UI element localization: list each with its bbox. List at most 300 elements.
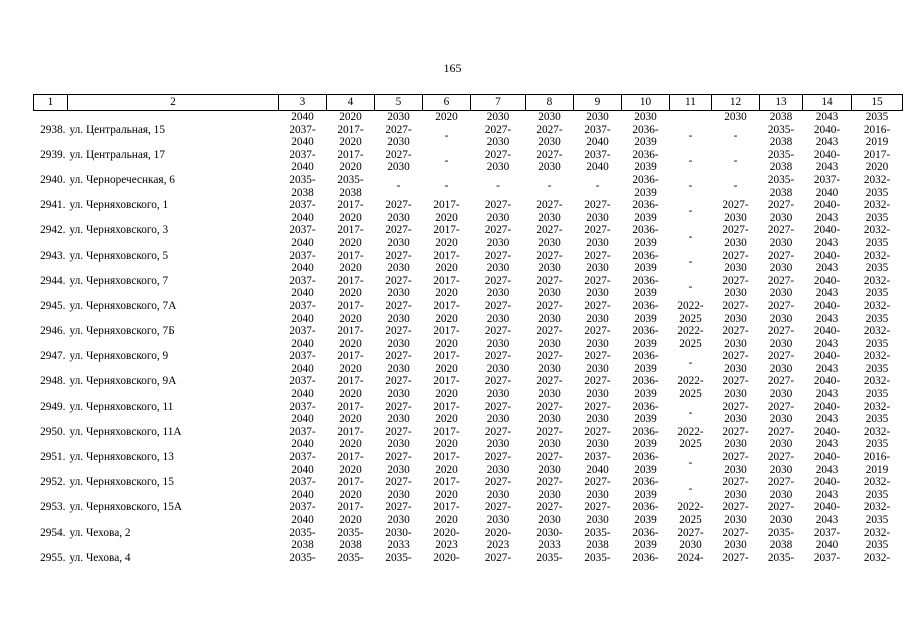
carryover-cell: 2038 (769, 111, 793, 123)
cell-line: 2027- (536, 123, 563, 136)
year-range-cell (803, 224, 852, 249)
row-number: 2941. (40, 199, 66, 212)
year-range-cell (574, 325, 622, 350)
column-header: 8 (526, 95, 574, 111)
year-range-cell (471, 476, 526, 501)
row-number: 2948. (40, 375, 66, 388)
year-range-cell (423, 501, 471, 526)
cell-line: 2040 (586, 161, 609, 174)
cell-line: 2035 (865, 337, 889, 350)
year-range-cell (622, 300, 670, 325)
row-number: 2950. (40, 425, 66, 438)
row-number: 2943. (40, 249, 66, 262)
year-range-cell (803, 401, 852, 426)
cell-line: 2027- (536, 249, 563, 262)
cell-line: 2017- (337, 476, 364, 489)
cell-line: 2020 (435, 211, 458, 224)
cell-line: 2036- (632, 476, 659, 489)
cell-line: 2020- (433, 526, 460, 539)
cell-line: 2032- (863, 501, 891, 514)
cell-line: 2030 (486, 287, 510, 300)
column-header: 6 (423, 95, 471, 111)
cell-line: 2030 (769, 514, 793, 526)
year-range-cell (852, 250, 903, 275)
cell-line: 2017- (433, 199, 460, 212)
year-range-cell (574, 149, 622, 174)
column-header: 1 (34, 95, 68, 111)
cell-line: 2027- (767, 425, 795, 438)
cell-line: 2035 (865, 514, 889, 526)
cell-line: 2035- (767, 526, 795, 539)
cell-line: 2030 (387, 438, 410, 451)
cell-line: 2027- (484, 501, 512, 514)
cell-line: 2036- (632, 551, 659, 564)
cell-line: 2043 (815, 438, 839, 451)
cell-line: 2030 (538, 388, 561, 401)
year-range-cell (327, 174, 375, 199)
cell-line: 2017- (337, 299, 364, 312)
cell-line: 2032- (863, 476, 891, 489)
year-range-cell (574, 250, 622, 275)
year-range-cell (327, 552, 375, 565)
address-cell: ул. Центральная, 15 (69, 123, 165, 136)
year-range-cell (622, 250, 670, 275)
cell-line: 2030 (486, 488, 510, 501)
cell-line: 2030 (387, 262, 410, 275)
cell-line: 2020 (435, 514, 458, 526)
cell-line: 2038 (291, 186, 314, 199)
cell-line: 2043 (815, 287, 839, 300)
year-range-cell (670, 401, 712, 426)
year-range-cell (423, 275, 471, 300)
cell-line: 2027- (767, 501, 795, 514)
cell-line: 2030 (769, 337, 793, 350)
year-range-cell (471, 350, 526, 375)
cell-line: 2027- (536, 350, 563, 363)
cell-line: 2039 (634, 186, 657, 199)
year-range-cell (423, 250, 471, 275)
year-range-cell (471, 451, 526, 476)
year-range-cell (712, 275, 760, 300)
year-range-cell (622, 375, 670, 400)
year-range-cell (471, 275, 526, 300)
cell-line: 2022- (677, 501, 704, 514)
cell-line: 2037- (584, 451, 611, 464)
cell-line: 2037- (289, 325, 316, 338)
year-range-cell (760, 501, 803, 526)
cell-line: 2027- (536, 224, 563, 237)
cell-line: 2030 (387, 488, 410, 501)
cell-line: 2030 (586, 413, 609, 426)
year-range-cell (279, 300, 327, 325)
table-body (34, 111, 903, 565)
cell-line: 2027- (484, 224, 512, 237)
year-range-cell (803, 124, 852, 149)
cell-line: 2035- (767, 551, 795, 564)
year-range-cell (670, 224, 712, 249)
cell-line: 2027- (385, 123, 412, 136)
cell-line: 2017- (337, 249, 364, 262)
cell-line: 2027- (536, 375, 563, 388)
cell-line: - (547, 180, 552, 193)
year-range-cell (852, 476, 903, 501)
cell-line: 2032- (863, 173, 891, 186)
cell-line: 2030 (387, 337, 410, 350)
row-number: 2938. (40, 123, 66, 136)
cell-line: 2038 (291, 539, 314, 552)
cell-line: 2030 (538, 236, 561, 249)
cell-line: 2027- (722, 400, 749, 413)
cell-line: 2037- (289, 299, 316, 312)
year-range-cell (526, 552, 574, 565)
cell-line: 2033 (387, 539, 410, 552)
year-range-cell (279, 199, 327, 224)
year-range-cell (526, 476, 574, 501)
address-cell: ул. Чехова, 4 (69, 551, 131, 564)
cell-line: 2027- (484, 451, 512, 464)
year-range-cell (803, 149, 852, 174)
cell-line: 2027- (385, 299, 412, 312)
year-range-cell (803, 426, 852, 451)
cell-line: 2017- (433, 451, 460, 464)
cell-line: 2043 (815, 337, 839, 350)
cell-line: 2020 (339, 388, 362, 401)
cell-line: 2030 (387, 211, 410, 224)
year-range-cell (526, 527, 574, 552)
year-range-cell (622, 451, 670, 476)
year-range-cell (574, 224, 622, 249)
year-range-cell (375, 451, 423, 476)
cell-line: 2017- (433, 425, 460, 438)
year-range-cell (803, 375, 852, 400)
table-row (34, 275, 903, 300)
year-range-cell (670, 124, 712, 149)
cell-line: 2030 (387, 463, 410, 476)
cell-line: 2037- (289, 476, 316, 489)
column-header: 2 (68, 95, 279, 111)
cell-line: 2040- (813, 501, 841, 514)
year-range-cell (327, 224, 375, 249)
cell-line: 2038 (339, 539, 362, 552)
cell-line: - (688, 406, 693, 419)
year-range-cell (471, 124, 526, 149)
cell-line: 2020 (339, 312, 362, 325)
cell-line: 2038 (769, 186, 793, 199)
year-range-cell (423, 124, 471, 149)
page-number: 165 (443, 61, 462, 75)
year-range-cell (670, 325, 712, 350)
year-range-cell (471, 149, 526, 174)
year-range-cell (375, 275, 423, 300)
cell-line: - (688, 155, 693, 168)
year-range-cell (574, 375, 622, 400)
year-range-cell (803, 325, 852, 350)
cell-line: 2027- (722, 199, 749, 212)
cell-line: 2043 (815, 312, 839, 325)
cell-line: 2027- (767, 400, 795, 413)
cell-line: 2017- (433, 375, 460, 388)
row-number: 2942. (40, 224, 66, 237)
year-range-cell (803, 527, 852, 552)
row-number: 2951. (40, 451, 66, 464)
cell-line: 2035 (865, 488, 889, 501)
cell-line: 2040 (291, 463, 314, 476)
year-range-cell (526, 350, 574, 375)
cell-line: 2027- (385, 224, 412, 237)
table-row (34, 174, 903, 199)
cell-line: 2043 (815, 463, 839, 476)
cell-line: 2037- (584, 123, 611, 136)
cell-line: 2030 (387, 312, 410, 325)
column-header: 5 (375, 95, 423, 111)
cell-line: 2037- (289, 224, 316, 237)
cell-line: 2017- (433, 476, 460, 489)
year-range-cell (852, 501, 903, 526)
cell-line: 2019 (865, 463, 889, 476)
year-range-cell (279, 451, 327, 476)
year-range-cell (670, 476, 712, 501)
cell-line: 2030 (724, 463, 747, 476)
year-range-cell (712, 149, 760, 174)
cell-line: 2030 (486, 514, 510, 526)
cell-line: 2030 (538, 362, 561, 375)
year-range-cell (526, 375, 574, 400)
year-range-cell (279, 325, 327, 350)
cell-line: 2017- (433, 299, 460, 312)
cell-line: 2020 (865, 161, 889, 174)
cell-line: 2030 (538, 438, 561, 451)
year-range-cell (375, 401, 423, 426)
cell-line: 2016- (863, 451, 891, 464)
cell-line: 2017- (337, 199, 364, 212)
cell-line: 2035- (337, 526, 364, 539)
cell-line: 2040- (813, 224, 841, 237)
year-range-cell (670, 451, 712, 476)
cell-line: 2040 (291, 236, 314, 249)
year-range-cell (574, 300, 622, 325)
year-range-cell (423, 552, 471, 565)
cell-line: 2017- (433, 224, 460, 237)
row-number: 2949. (40, 400, 66, 413)
cell-line: 2017- (337, 274, 364, 287)
cell-line: - (444, 129, 449, 142)
cell-line: 2025 (679, 388, 702, 401)
cell-line: 2020 (339, 136, 362, 149)
year-range-cell (574, 124, 622, 149)
year-range-cell (423, 476, 471, 501)
year-range-cell (670, 552, 712, 565)
cell-line: 2020 (435, 287, 458, 300)
cell-line: 2030 (486, 337, 510, 350)
cell-line: 2035 (865, 186, 889, 199)
cell-line: 2030 (769, 388, 793, 401)
cell-line: 2030 (724, 539, 747, 552)
cell-line: 2030 (724, 337, 747, 350)
cell-line: 2027- (584, 299, 611, 312)
cell-line: 2043 (815, 388, 839, 401)
year-range-cell (670, 501, 712, 526)
year-range-cell (327, 325, 375, 350)
cell-line: 2035 (865, 236, 889, 249)
year-range-cell (760, 124, 803, 149)
year-range-cell (526, 224, 574, 249)
cell-line: 2030 (724, 262, 747, 275)
cell-line: 2020 (435, 463, 458, 476)
year-range-cell (622, 476, 670, 501)
year-range-cell (375, 224, 423, 249)
carryover-cell: 2043 (815, 111, 839, 123)
cell-line: 2017- (433, 400, 460, 413)
cell-line: 2032- (863, 249, 891, 262)
cell-line: 2025 (679, 514, 702, 526)
cell-line: 2030 (586, 514, 609, 526)
cell-line: 2030 (387, 161, 410, 174)
carryover-cell: 2020 (339, 111, 362, 123)
year-range-cell (622, 275, 670, 300)
cell-line: 2043 (815, 514, 839, 526)
year-range-cell (279, 275, 327, 300)
cell-line: 2016- (863, 123, 891, 136)
year-range-cell (279, 527, 327, 552)
cell-line: 2032- (863, 551, 891, 564)
cell-line: 2017- (337, 325, 364, 338)
cell-line: 2030 (586, 262, 609, 275)
cell-line: 2027- (484, 551, 512, 564)
cell-line: 2017- (337, 350, 364, 363)
column-header: 9 (574, 95, 622, 111)
cell-line: 2030 (538, 136, 561, 149)
year-range-cell (279, 350, 327, 375)
year-range-cell (574, 174, 622, 199)
address-cell: ул. Черняховского, 13 (69, 451, 174, 464)
cell-line: 2030 (538, 463, 561, 476)
year-range-cell (622, 149, 670, 174)
year-range-cell (423, 401, 471, 426)
cell-line: 2022- (677, 299, 704, 312)
cell-line: 2030 (769, 413, 793, 426)
year-range-cell (327, 300, 375, 325)
year-range-cell (622, 224, 670, 249)
cell-line: 2040 (291, 388, 314, 401)
cell-line: 2040 (291, 312, 314, 325)
cell-line: 2043 (815, 362, 839, 375)
year-range-cell (279, 250, 327, 275)
year-range-cell (279, 149, 327, 174)
year-range-cell (712, 501, 760, 526)
row-number: 2940. (40, 173, 66, 186)
cell-line: 2030 (486, 161, 510, 174)
cell-line: 2032- (863, 400, 891, 413)
cell-line: 2027- (385, 501, 412, 514)
cell-line: 2020 (435, 488, 458, 501)
cell-line: 2035 (865, 539, 889, 552)
year-range-cell (803, 451, 852, 476)
address-cell: ул. Черняховского, 9 (69, 350, 169, 363)
year-range-cell (327, 124, 375, 149)
address-cell: ул. Чехова, 2 (69, 526, 131, 539)
cell-line: 2030 (387, 514, 410, 526)
cell-line: 2032- (863, 375, 891, 388)
cell-line: 2027- (536, 476, 563, 489)
cell-line: 2040- (813, 451, 841, 464)
year-range-cell (279, 401, 327, 426)
cell-line: 2030 (586, 337, 609, 350)
row-number: 2945. (40, 299, 66, 312)
cell-line: 2027- (536, 299, 563, 312)
year-range-cell (327, 426, 375, 451)
cell-line: 2039 (634, 539, 657, 552)
cell-line: 2032- (863, 526, 891, 539)
year-range-cell (471, 552, 526, 565)
year-range-cell (423, 224, 471, 249)
cell-line: 2027- (677, 526, 704, 539)
year-range-cell (526, 250, 574, 275)
cell-line: 2027- (385, 451, 412, 464)
cell-line: 2035- (289, 551, 316, 564)
year-range-cell (423, 149, 471, 174)
year-range-cell (279, 426, 327, 451)
cell-line: 2035 (865, 413, 889, 426)
cell-line: 2027- (484, 274, 512, 287)
year-range-cell (852, 224, 903, 249)
cell-line: 2038 (769, 161, 793, 174)
cell-line: 2035- (536, 551, 563, 564)
year-range-cell (622, 527, 670, 552)
cell-line: 2017- (337, 451, 364, 464)
year-range-cell (526, 300, 574, 325)
row-number: 2947. (40, 350, 66, 363)
table-row (34, 527, 903, 552)
cell-line: 2030 (538, 312, 561, 325)
cell-line: 2032- (863, 224, 891, 237)
year-range-cell (471, 375, 526, 400)
cell-line: 2027- (584, 400, 611, 413)
column-header: 15 (852, 95, 903, 111)
cell-line: 2027- (584, 350, 611, 363)
year-range-cell (712, 224, 760, 249)
cell-line: 2022- (677, 425, 704, 438)
cell-line: 2040 (815, 539, 839, 552)
year-range-cell (852, 375, 903, 400)
year-range-cell (803, 199, 852, 224)
cell-line: - (733, 129, 738, 142)
cell-line: 2027- (536, 325, 563, 338)
year-range-cell (279, 124, 327, 149)
year-range-cell (760, 149, 803, 174)
year-range-cell (712, 426, 760, 451)
cell-line: - (688, 129, 693, 142)
year-range-cell (803, 552, 852, 565)
cell-line: 2023 (435, 539, 458, 552)
cell-line: 2017- (337, 501, 364, 514)
cell-line: 2030 (724, 287, 747, 300)
year-range-cell (327, 275, 375, 300)
cell-line: 2030 (769, 211, 793, 224)
year-range-cell (852, 451, 903, 476)
cell-line: 2039 (634, 312, 657, 325)
year-range-cell (375, 501, 423, 526)
year-range-cell (279, 174, 327, 199)
cell-line: 2036- (632, 148, 659, 161)
cell-line: 2039 (634, 463, 657, 476)
cell-line: 2017- (337, 425, 364, 438)
year-range-cell (760, 275, 803, 300)
row-number: 2939. (40, 148, 66, 161)
year-range-cell (760, 527, 803, 552)
cell-line: 2036- (632, 123, 659, 136)
address-cell: ул. Черняховского, 11А (69, 425, 182, 438)
carryover-cell: 2030 (724, 111, 747, 123)
